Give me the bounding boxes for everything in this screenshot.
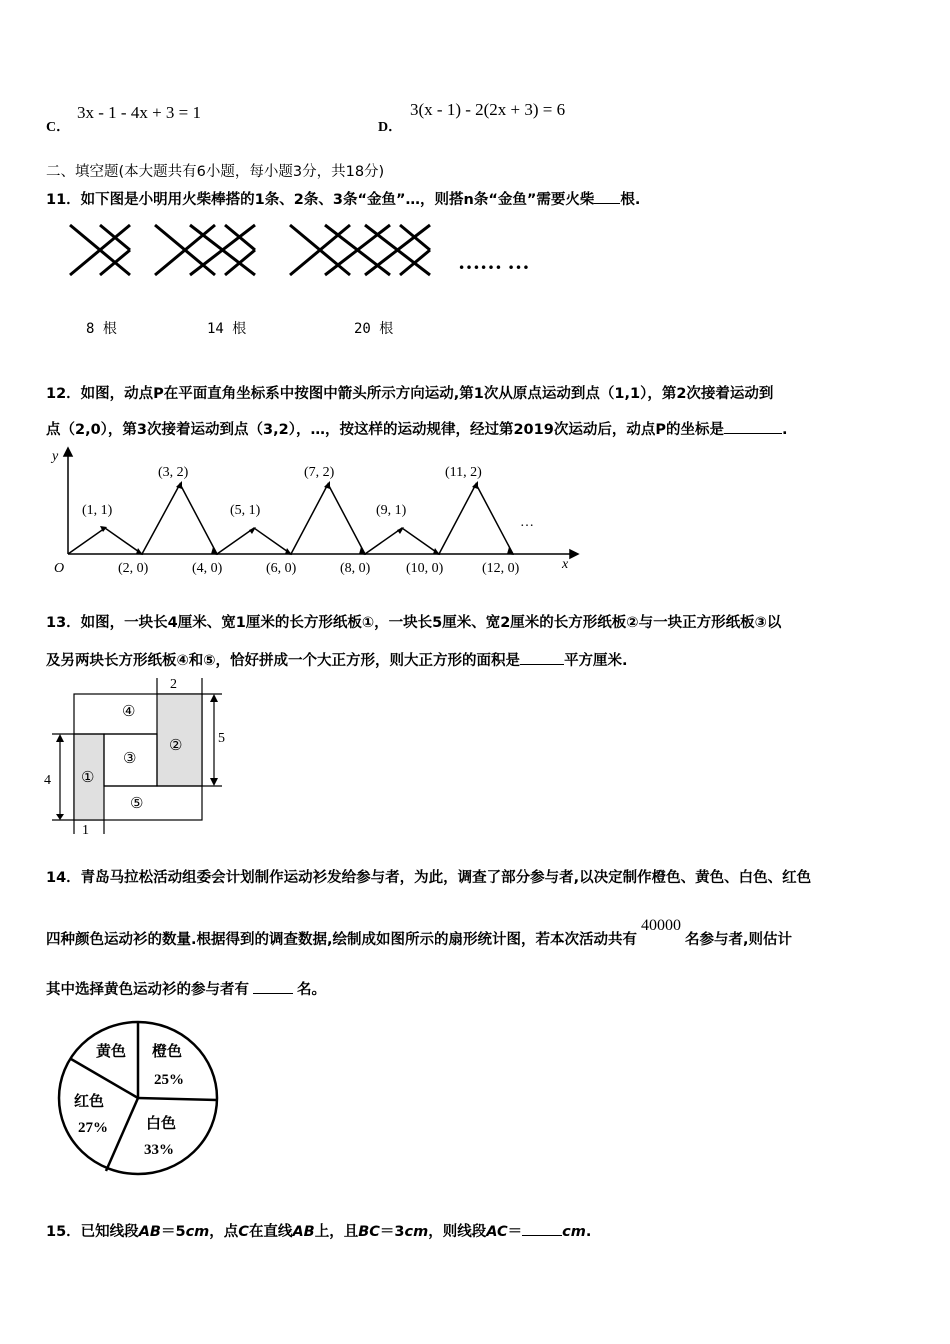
q11-label-3: 20 根 bbox=[354, 321, 394, 337]
x-axis-label: x bbox=[562, 557, 569, 572]
q15-t3: 在直线 bbox=[248, 1224, 293, 1240]
dim-bottom: 1 bbox=[82, 823, 89, 838]
q15-bc: BC bbox=[358, 1224, 380, 1240]
q12-line1: 12．如图，动点P在平面直角坐标系中按图中箭头所示方向运动,第1次从原点运动到点（1,1），第2次接着运动到 bbox=[46, 386, 774, 402]
q14-number: 40000 bbox=[641, 917, 682, 934]
pt-10-0: (10, 0) bbox=[406, 561, 444, 576]
fish-2 bbox=[155, 225, 255, 275]
q15-t4: 上，且 bbox=[314, 1224, 359, 1240]
pt-7-2: (7, 2) bbox=[304, 465, 335, 480]
pt-8-0: (8, 0) bbox=[340, 561, 371, 576]
q14-answer-blank[interactable] bbox=[253, 993, 293, 994]
option-c-label: C． bbox=[46, 120, 71, 135]
q15-cm2: cm bbox=[404, 1224, 429, 1240]
pie-white-label: 白色 bbox=[146, 1116, 177, 1132]
pt-5-1: (5, 1) bbox=[230, 503, 261, 518]
origin-label: O bbox=[54, 561, 65, 576]
q14-line3-before: 其中选择黄色运动衫的参与者有 bbox=[46, 982, 249, 998]
q13-line2-after: 平方厘米. bbox=[564, 653, 628, 669]
q12-answer-blank[interactable] bbox=[724, 433, 782, 434]
pt-11-2: (11, 2) bbox=[445, 465, 482, 480]
q11-fish-figure bbox=[60, 215, 550, 305]
fish-3 bbox=[290, 225, 430, 275]
piece-3-label: ③ bbox=[123, 751, 137, 767]
dim-right: 5 bbox=[218, 731, 225, 746]
option-d-equation: 3(x - 1) - 2(2x + 3) = 6 bbox=[410, 100, 566, 119]
q15-ab: AB bbox=[138, 1224, 161, 1240]
q14-line2-before: 四种颜色运动衫的数量.根据得到的调查数据,绘制成如图所示的扇形统计图，若本次活动共有 bbox=[46, 932, 638, 948]
q13-line2-before: 及另两块长方形纸板④和⑤，恰好拼成一个大正方形，则大正方形的面积是 bbox=[46, 653, 521, 669]
pie-white-pct: 33% bbox=[144, 1142, 174, 1158]
q14-line3 bbox=[46, 978, 326, 999]
q15-eq1: ＝5 bbox=[160, 1224, 186, 1240]
pt-4-0: (4, 0) bbox=[192, 561, 223, 576]
q11-text-after: 根. bbox=[620, 192, 641, 208]
pie-orange-label: 橙色 bbox=[152, 1044, 183, 1060]
piece-2-label: ② bbox=[169, 738, 183, 754]
pt-9-1: (9, 1) bbox=[376, 503, 407, 518]
pie-yellow-label: 黄色 bbox=[96, 1044, 127, 1060]
q15-ac: AC bbox=[486, 1224, 508, 1240]
q12-line2 bbox=[46, 418, 787, 439]
q14-line2-after: 名参与者,则估计 bbox=[685, 932, 793, 948]
piece-1-label: ① bbox=[81, 770, 95, 786]
piece-4-label: ④ bbox=[122, 704, 136, 720]
pie-divider-left bbox=[71, 1059, 138, 1098]
q13-square-figure bbox=[38, 674, 238, 840]
q15-ab2: AB bbox=[292, 1224, 315, 1240]
pt-1-1: (1, 1) bbox=[82, 503, 113, 518]
y-axis-label: y bbox=[52, 449, 59, 464]
q15-t5: ，则线段 bbox=[428, 1224, 487, 1240]
q15-eq3: ＝ bbox=[507, 1224, 523, 1240]
pie-divider-bottom bbox=[106, 1098, 138, 1171]
q15-eq2: ＝3 bbox=[379, 1224, 405, 1240]
option-d-label: D． bbox=[378, 120, 403, 135]
q15-c: C bbox=[238, 1224, 249, 1240]
q11-text-before: 11．如下图是小明用火柴棒搭的1条、2条、3条“金鱼”…，则搭n条“金鱼”需要火柴 bbox=[46, 192, 595, 208]
option-c-equation: 3x - 1 - 4x + 3 = 1 bbox=[77, 103, 201, 122]
q14-line1: 14．青岛马拉松活动组委会计划制作运动衫发给参与者，为此，调查了部分参与者,以决定制作橙色、黄色、白色、红色 bbox=[46, 870, 812, 886]
q15-cm1: cm bbox=[185, 1224, 210, 1240]
pt-3-2: (3, 2) bbox=[158, 465, 189, 480]
q12-motion-figure bbox=[40, 444, 580, 584]
q11-answer-blank[interactable] bbox=[594, 203, 620, 204]
q11-dots: …… … bbox=[458, 249, 530, 274]
pt-2-0: (2, 0) bbox=[118, 561, 149, 576]
dim-left: 4 bbox=[44, 773, 51, 788]
q14-pie-chart bbox=[50, 1018, 230, 1182]
q15-cm3: cm bbox=[562, 1224, 586, 1240]
q11-label-1: 8 根 bbox=[86, 321, 117, 337]
pie-divider-right bbox=[138, 1098, 217, 1100]
q12-ellipsis: … bbox=[520, 515, 534, 530]
q15-t2: ，点 bbox=[209, 1224, 239, 1240]
q15-t1: 15．已知线段 bbox=[46, 1224, 139, 1240]
pie-red-label: 红色 bbox=[74, 1094, 105, 1110]
pie-orange-pct: 25% bbox=[154, 1072, 184, 1088]
pt-12-0: (12, 0) bbox=[482, 561, 520, 576]
dim-top: 2 bbox=[170, 677, 177, 692]
pt-6-0: (6, 0) bbox=[266, 561, 297, 576]
q11-text bbox=[46, 188, 640, 209]
q14-line3-after: 名。 bbox=[297, 982, 326, 998]
section-title: 二、填空题(本大题共有6小题，每小题3分，共18分) bbox=[46, 164, 385, 180]
pie-red-pct: 27% bbox=[78, 1120, 108, 1136]
q13-answer-blank[interactable] bbox=[520, 664, 564, 665]
q13-line1: 13．如图，一块长4厘米、宽1厘米的长方形纸板①，一块长5厘米、宽2厘米的长方形纸板②与一块正方形纸板③以 bbox=[46, 615, 782, 631]
q11-label-2: 14 根 bbox=[207, 321, 247, 337]
motion-path bbox=[68, 484, 513, 554]
q14-line2 bbox=[46, 917, 793, 949]
q15-answer-blank[interactable] bbox=[522, 1235, 562, 1236]
q15-text bbox=[46, 1220, 591, 1241]
q13-line2 bbox=[46, 649, 628, 670]
q12-line2-before: 点（2,0），第3次接着运动到点（3,2），…，按这样的运动规律，经过第2019次运动后，动点P的坐标是 bbox=[46, 422, 724, 438]
q15-t6: . bbox=[585, 1224, 592, 1240]
fish-1 bbox=[70, 225, 130, 275]
q12-line2-after: . bbox=[781, 422, 788, 438]
piece-5-label: ⑤ bbox=[130, 796, 144, 812]
